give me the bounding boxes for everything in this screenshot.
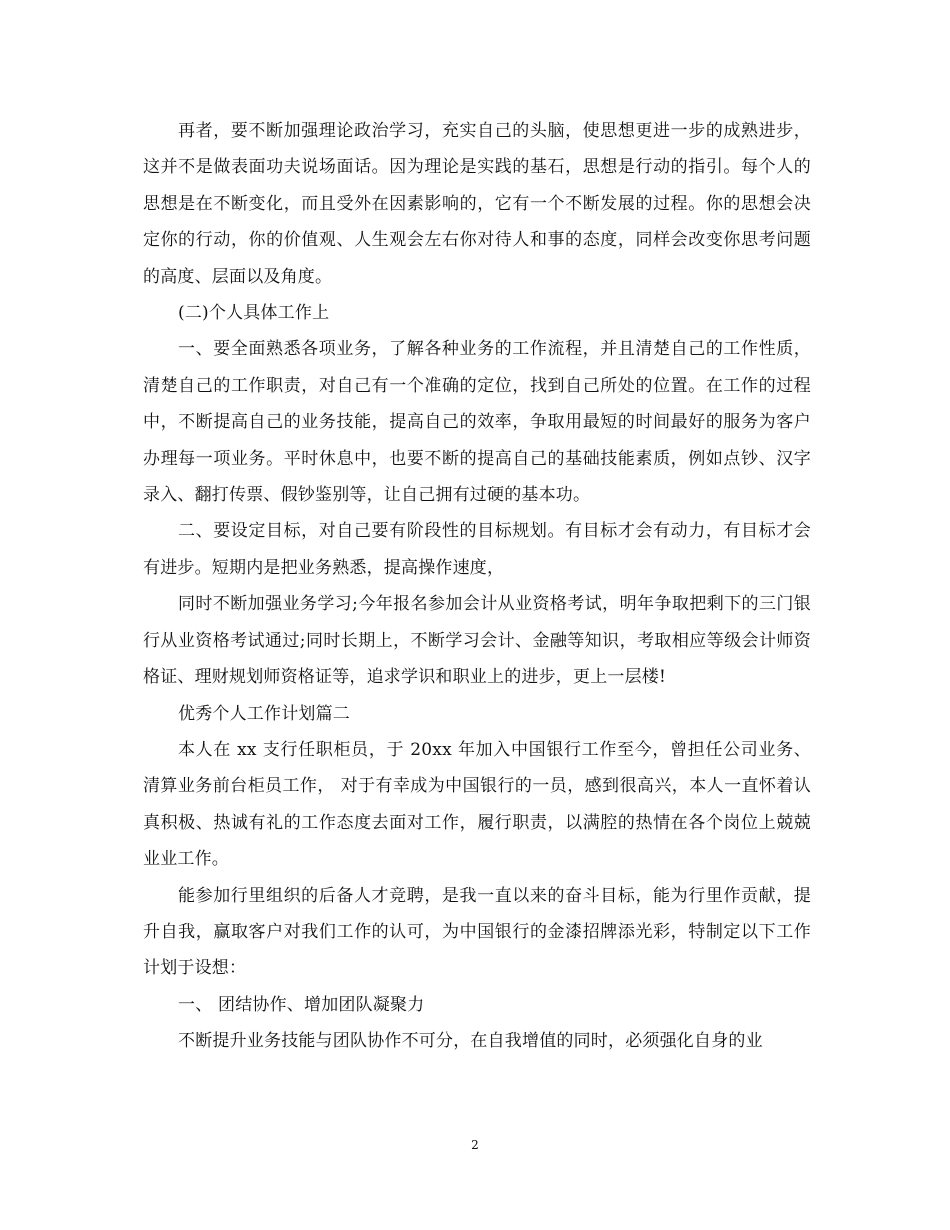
paragraph-teamwork-skills: 不断提升业务技能与团队协作不可分，在自我增值的同时，必须强化自身的业: [178, 1031, 763, 1052]
page-number: 2: [471, 1138, 479, 1152]
paragraph-self-introduction: 本人在 xx 支行任职柜员，于 20xx 年加入中国银行工作至今，曾担任公司业务、清算业务前台柜员工作， 对于有幸成为中国银行的一员，感到很高兴，本人一直怀着认真积极、热诚有礼的工作态度去面对工作，履行职责，以满腔的热情在各个岗位上兢兢业业工作。: [143, 739, 811, 870]
paragraph-familiar-business: 一、要全面熟悉各项业务，了解各种业务的工作流程，并且清楚自己的工作性质，清楚自己的工作职责，对自己有一个准确的定位，找到自己所处的位置。在工作的过程中，不断提高自己的业务技能，提高自己的效率，争取用最短的时间最好的服务为客户办理每一项业务。平时休息中，也要不断的提高自己的基础技能素质，例如点钞、汉字录入、翻打传票、假钞鉴别等，让自己拥有过硬的基本功。: [143, 339, 811, 506]
heading-teamwork: 一、 团结协作、增加团队凝聚力: [178, 994, 425, 1015]
paragraph-theory-study: 再者，要不断加强理论政治学习，充实自己的头脑，使思想更进一步的成熟进步，这并不是做表面功夫说场面话。因为理论是实践的基石，思想是行动的指引。每个人的思想是在不断变化，而且受外在因素影响的，它有一个不断发展的过程。你的思想会决定你的行动，你的价值观、人生观会左右你对待人和事的态度，同样会改变你思考问题的高度、层面以及角度。: [143, 121, 811, 287]
paragraph-continuous-learning: 同时不断加强业务学习;今年报名参加会计从业资格考试，明年争取把剩下的三门银行从业资格考试通过;同时长期上，不断学习会计、金融等知识，考取相应等级会计师资格证、理财规划师资格证等，追求学识和职业上的进步，更上一层楼!: [143, 594, 811, 688]
section-heading-specific-work: (二)个人具体工作上: [178, 303, 330, 324]
page-content: [143, 113, 811, 1060]
paragraph-competition-goal: 能参加行里组织的后备人才竞聘，是我一直以来的奋斗目标，能为行里作贡献，提升自我，赢取客户对我们工作的认可，为中国银行的金漆招牌添光彩，特制定以下工作计划于设想：: [143, 885, 811, 979]
paragraph-set-goals: 二、要设定目标，对自己要有阶段性的目标规划。有目标才会有动力，有目标才会有进步。短期内是把业务熟悉，提高操作速度，: [143, 521, 811, 578]
heading-plan-part-two: 优秀个人工作计划篇二: [178, 703, 350, 724]
